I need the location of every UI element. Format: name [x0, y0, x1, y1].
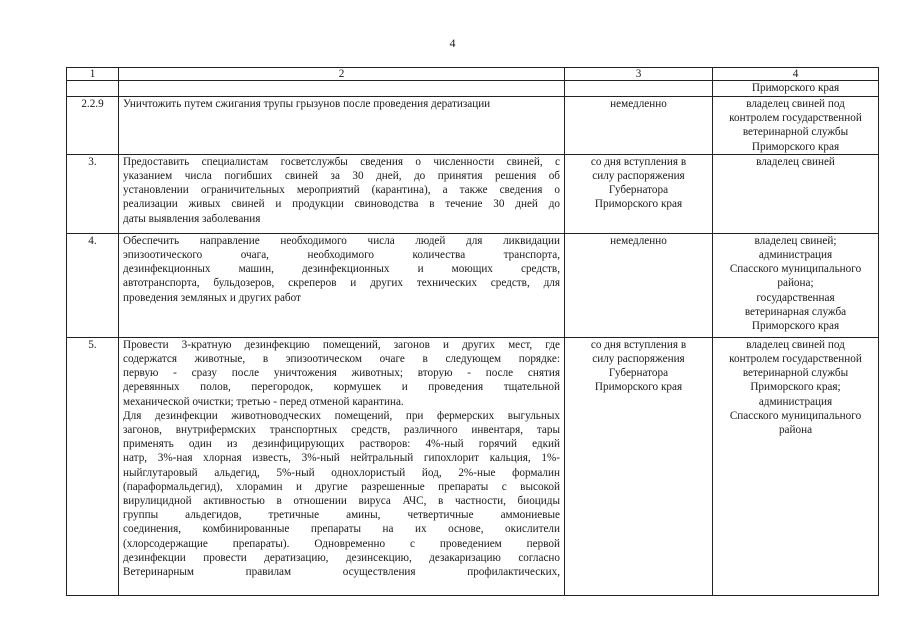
header-col-2: 2	[119, 68, 565, 81]
table-row	[67, 154, 879, 233]
responsible-line: контролем государственной	[729, 353, 862, 366]
responsible-line: Приморского края	[751, 140, 840, 153]
row-number: 2.2.9	[67, 97, 119, 155]
row-deadline	[565, 337, 713, 595]
action-line: Уничтожить путем сжигания трупы грызунов после проведения дератизации	[123, 98, 491, 110]
table-row	[67, 233, 879, 337]
responsible-line: ветеринарная служба	[744, 305, 847, 318]
table-header-row	[67, 68, 879, 81]
row-deadline	[565, 154, 713, 233]
header-col-3: 3	[565, 68, 713, 81]
responsible-line: района	[778, 424, 813, 437]
row-responsible	[713, 154, 879, 233]
deadline-line: со дня вступления в	[590, 338, 687, 351]
action-line: соединения, комбинированные препараты на их основе, окислители	[123, 523, 560, 536]
row-deadline	[565, 233, 713, 337]
deadline-line: Приморского края	[594, 198, 683, 211]
row-responsible	[713, 233, 879, 337]
responsible-line: района;	[777, 277, 814, 290]
row-number: 5.	[67, 337, 119, 595]
table-row	[67, 337, 879, 595]
responsible-line: государственная	[756, 291, 835, 304]
continuation-action	[119, 81, 565, 97]
action-line: вирулицидной активностью в отношении вируса АЧС, в частности, биоциды	[123, 495, 560, 508]
responsible-line: владелец свиней	[756, 155, 835, 168]
action-line: первую - сразу после уничтожения животных; вторую - после снятия	[123, 367, 560, 380]
responsible-line: ветеринарной службы	[742, 367, 849, 380]
deadline-line: Губернатора	[608, 184, 669, 197]
row-action	[119, 233, 565, 337]
responsible-line: владелец свиней;	[754, 234, 837, 247]
action-line: реализации живых свиней и продукции свиноводства в течение 30 дней до	[123, 198, 560, 211]
action-line: дезинфекции провести дератизацию, дезинсекцию, дезакаризацию согласно	[123, 551, 560, 564]
action-line: автотранспорта, бульдозеров, скреперов и других технических средств, для	[123, 277, 560, 290]
action-line: дезинфекционных машин, дезинфекционных и моющих средств,	[123, 263, 560, 276]
action-line: установлении ограничительных мероприятий (карантина), а также сведения о	[123, 184, 560, 197]
action-line: загонов, внутрифермских транспортных средств, различного инвентаря, тары	[123, 424, 560, 437]
responsible-line: администрация	[758, 249, 833, 262]
page-number: 4	[449, 36, 456, 50]
action-line: ныйглутаровый альдегид, 5%-ный однохлористый йод, 2%-ные формалин	[123, 466, 560, 479]
action-line: даты выявления заболевания	[123, 212, 261, 225]
action-line: (хлорсодержащие препараты). Одновременно с проведением первой	[123, 537, 560, 550]
continuation-row	[67, 81, 879, 97]
deadline-line: Приморского края	[594, 381, 683, 394]
responsible-line: ветеринарной службы	[742, 126, 849, 139]
responsible-line: Спасского муниципального	[729, 263, 862, 276]
header-col-1: 1	[67, 68, 119, 81]
action-line: Провести 3-кратную дезинфекцию помещений, загонов и других мест, где	[123, 338, 560, 351]
row-responsible	[713, 97, 879, 155]
continuation-owner: Приморского края	[713, 81, 879, 97]
row-action	[119, 154, 565, 233]
deadline-line: силу распоряжения	[592, 353, 685, 366]
responsible-line: Спасского муниципального	[729, 409, 862, 422]
deadline-line: немедленно	[610, 234, 667, 247]
table-row	[67, 97, 879, 155]
responsible-line: Приморского края;	[750, 381, 841, 394]
action-line: Обеспечить направление необходимого числа людей для ликвидации	[123, 234, 560, 247]
responsible-line: контролем государственной	[729, 112, 862, 125]
deadline-line: со дня вступления в	[590, 155, 687, 168]
row-number: 4.	[67, 233, 119, 337]
row-action	[119, 97, 565, 155]
action-line: натр, 3%-ная хлорная известь, 3%-ный нейтральный гипохлорит кальция, 1%-	[123, 452, 560, 465]
responsible-line: владелец свиней под	[746, 98, 845, 110]
deadline-line: немедленно	[610, 98, 667, 110]
action-line: деревянных полов, перегородок, кормушек и проведения тщательной	[123, 381, 560, 394]
action-line: применять один из дезинфицирующих растворов: 4%-ный горячий едкий	[123, 438, 560, 451]
action-line: указанием числа погибших свиней за 30 дней, до принятия решения об	[123, 170, 560, 183]
action-line: группы альдегидов, третичные амины, четвертичные аммониевые	[123, 509, 560, 522]
row-action	[119, 337, 565, 595]
row-responsible	[713, 337, 879, 595]
action-line: Ветеринарным правилам осуществления профилактических,	[123, 566, 560, 579]
responsible-line: Приморского края	[751, 320, 840, 333]
responsible-line: владелец свиней под	[746, 338, 845, 351]
responsible-line: администрация	[758, 395, 833, 408]
action-line: Для дезинфекции животноводческих помещений, при фермерских выгульных	[123, 409, 560, 422]
header-col-4: 4	[713, 68, 879, 81]
deadline-line: силу распоряжения	[592, 170, 685, 183]
action-line: эпизоотического очага, необходимого количества транспорта,	[123, 249, 560, 262]
measures-table	[66, 67, 879, 596]
continuation-num	[67, 81, 119, 97]
action-line: содержатся животные, в эпизоотическом очаге в следующем порядке:	[123, 353, 560, 366]
action-line: Предоставить специалистам госветслужбы сведения о численности свиней, с	[123, 155, 560, 168]
deadline-line: Губернатора	[608, 367, 669, 380]
action-line: механической очистки; третью - перед отменой карантина.	[123, 395, 404, 408]
continuation-deadline	[565, 81, 713, 97]
action-line: проведения земляных и других работ	[123, 291, 301, 304]
row-number: 3.	[67, 154, 119, 233]
action-line: (параформальдегид), хлорамин и другие разрешенные препараты с высокой	[123, 480, 560, 493]
row-deadline	[565, 97, 713, 155]
